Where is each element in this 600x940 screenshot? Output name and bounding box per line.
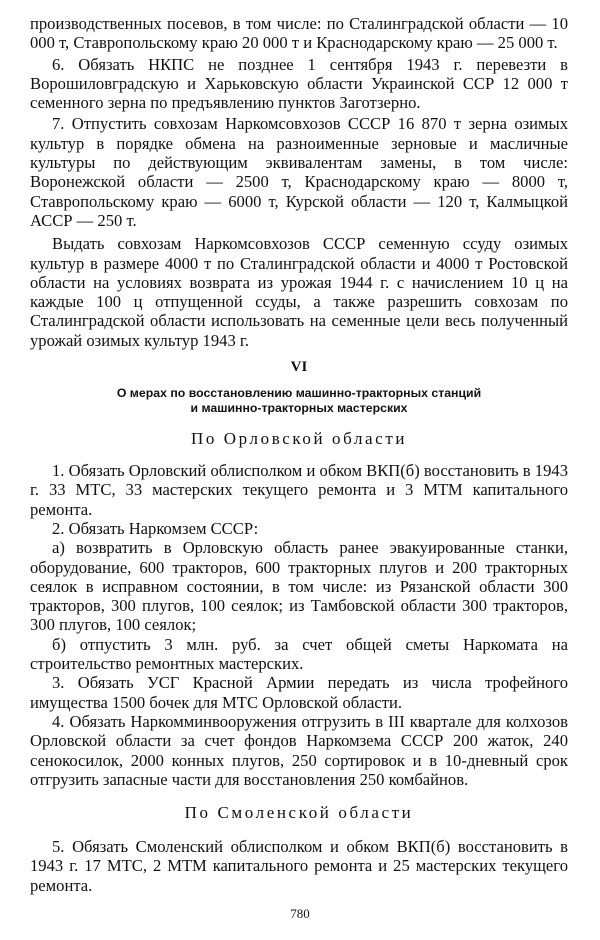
section-title-line-2: и машинно-тракторных мастерских [190,401,408,416]
paragraph-orel-3: 3. Обязать УСГ Красной Армии передать из числа трофейного имущества 1500 бочек для МТС Орловской области. [30,673,568,712]
page-number: 780 [290,906,310,921]
subheading-orel: По Орловской области [190,429,408,449]
paragraph-item-7: 7. Отпустить совхозам Наркомсовхозов СССР 16 870 т зерна озимых культур в порядке обмена на разноименные зерновые и масличные культуры по действующим эквивалентам замены, в том числе: Воронежской области — 2500 т, Краснодарскому краю — 8000 т, Ставропольскому краю — 6000 т, Курской области — 120 т, Калмыцкой АССР — 250 т. [30,114,568,230]
paragraph-orel-2b: б) отпустить 3 млн. руб. за счет общей сметы Наркомата на строительство ремонтных мастерских. [30,634,568,674]
section-title-line-1: О мерах по восстановлению машинно-тракторных станций [116,386,482,401]
paragraph-orel-2a: а) возвратить в Орловскую область ранее эвакуированные станки, оборудование, 600 тракторов, 600 тракторных плугов и 200 тракторных сеялок в исправном состоянии, в том числе: из Рязанской области 300 тракторов, 300 плугов, 100 сеялок; из Тамбовской области 300 тракторов, 300 плугов, 100 сеялок; [30,538,568,635]
paragraph-intro: производственных посевов, в том числе: по Сталинградской области — 10 000 т, Ставропольскому краю 20 000 т и Краснодарскому краю — 25 000 т. [30,14,568,53]
paragraph-orel-1: 1. Обязать Орловский облисполком и обком ВКП(б) восстановить в 1943 г. 33 МТС, 33 мастерских текущего ремонта и 3 МТМ капитального ремонта. [30,461,568,519]
subheading-smolensk: По Смоленской области [184,803,414,823]
paragraph-item-6: 6. Обязать НКПС не позднее 1 сентября 1943 г. перевезти в Ворошиловградскую и Харьковскую области Украинской ССР 12 000 т семенного зерна по предъявлению пунктов Заготзерно. [30,54,568,113]
paragraph-orel-4: 4. Обязать Наркомминвооружения отгрузить в III квартале для колхозов Орловской области за счет фондов Наркомзема СССР 200 жаток, 240 сенокосилок, 2000 конных плугов, 250 сортировок и в 10-дневный срок отгрузить запасные части для восстановления 250 комбайнов. [30,711,568,789]
paragraph-orel-2: 2. Обязать Наркомзем СССР: [52,518,259,538]
paragraph-seed-loan: Выдать совхозам Наркомсовхозов СССР семенную ссуду озимых культур в размере 4000 т по Сталинградской области и 4000 т Ростовской области на условиях возврата из урожая 1944 г. с начислением 10 ц на каждые 100 ц отпущенной ссуды, а также разрешить совхозам по Сталинградской области использовать на семенные цели весь полученный урожай озимых культур 1943 г. [30,234,568,350]
paragraph-smolensk-5: 5. Обязать Смоленский облисполком и обком ВКП(б) восстановить в 1943 г. 17 МТС, 2 МТМ капитального ремонта и 25 мастерских текущего ремонта. [30,837,568,895]
section-number: VI [290,359,308,376]
